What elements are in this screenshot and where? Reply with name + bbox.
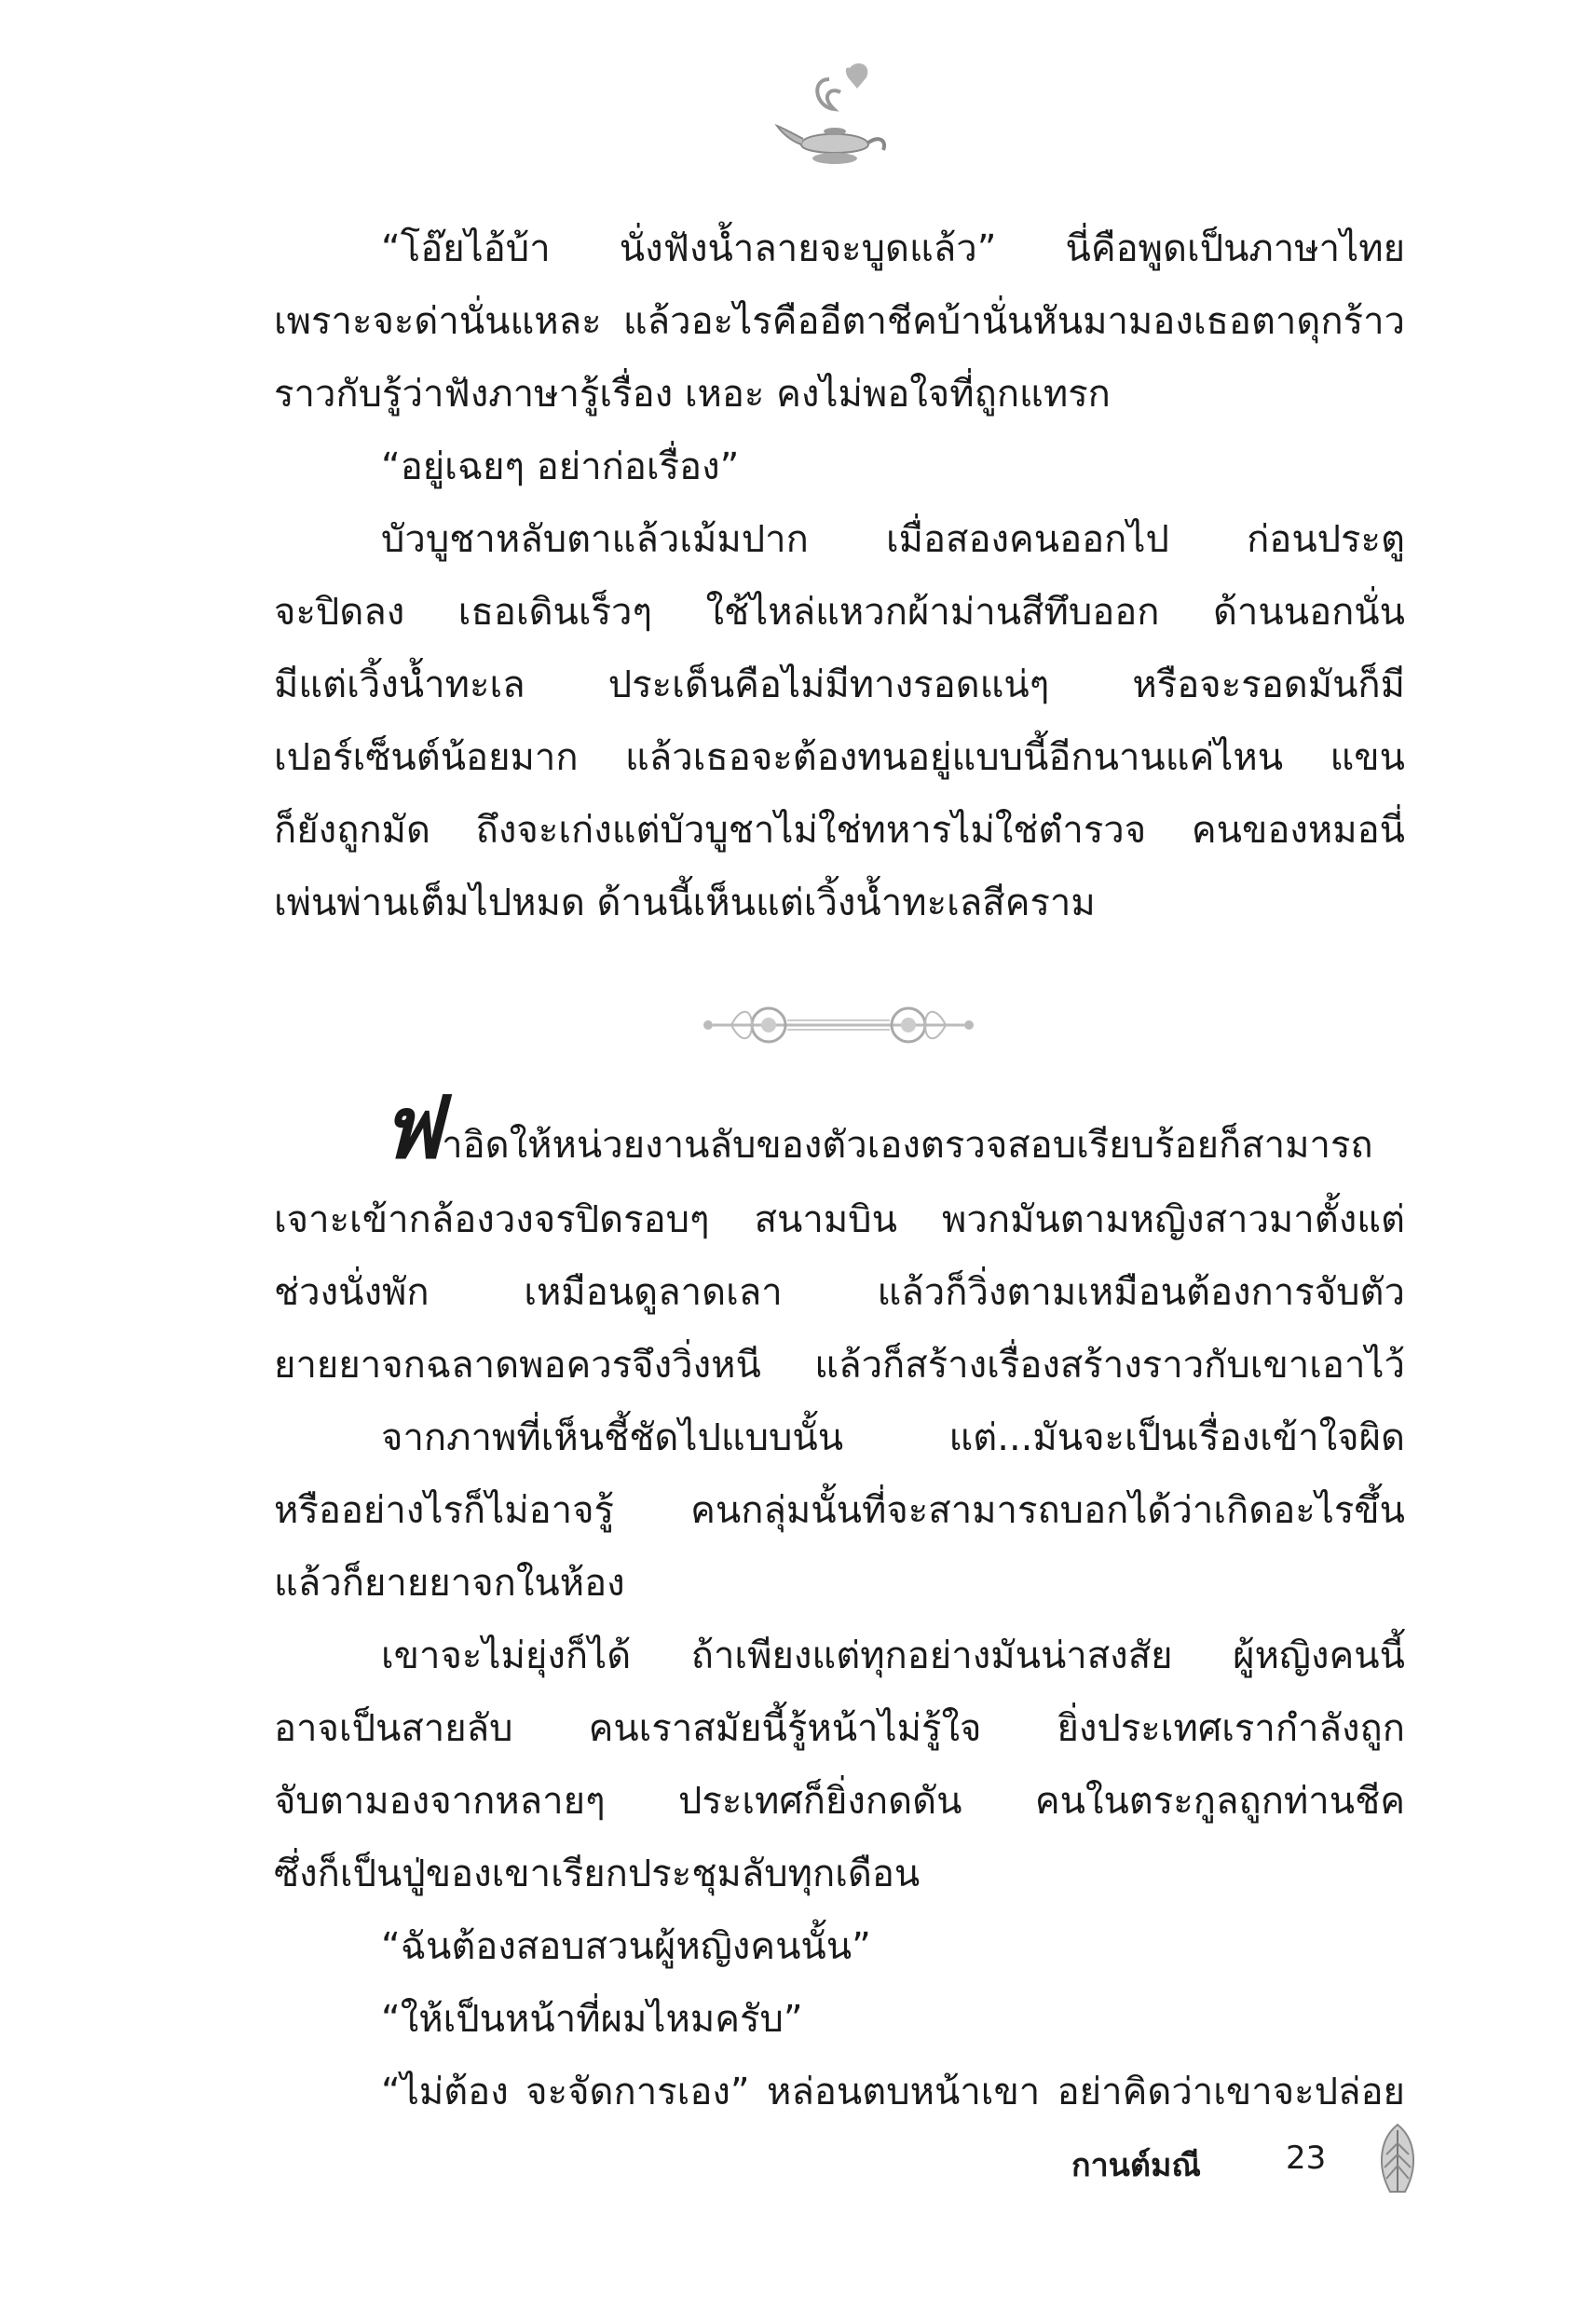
paragraph-line: จะปิดลง เธอเดินเร็วๆ ใช้ไหล่แหวกผ้าม่านสีทึบออก ด้านนอกนั่น	[274, 591, 1405, 634]
dropcap-letter: ฟ	[381, 1077, 443, 1178]
section-one	[274, 212, 1405, 939]
book-title: กานต์มณี	[1071, 2147, 1201, 2184]
paragraph-line: ราวกับรู้ว่าฟังภาษารู้เรื่อง เหอะ คงไม่พอใจที่ถูกแทรก	[274, 373, 1111, 416]
paragraph-line: “ฉันต้องสอบสวนผู้หญิงคนนั้น”	[381, 1925, 871, 1968]
paragraph-line: แล้วก็ยายยาจกในห้อง	[274, 1562, 625, 1605]
paragraph-line: เปอร์เซ็นต์น้อยมาก แล้วเธอจะต้องทนอยู่แบบนี้อีกนานแค่ไหน แขน	[274, 736, 1405, 779]
ornamental-divider	[694, 988, 983, 1062]
paragraph-line: จากภาพที่เห็นชี้ชัดไปแบบนั้น แต่...มันจะเป็นเรื่องเข้าใจผิด	[381, 1416, 1405, 1459]
paragraph-line: เพ่นพ่านเต็มไปหมด ด้านนี้เห็นแต่เวิ้งน้ำทะเลสีคราม	[274, 882, 1096, 924]
paragraph-line: ยายยาจกฉลาดพอควรจึงวิ่งหนี แล้วก็สร้างเรื่องสร้างราวกับเขาเอาไว้	[274, 1344, 1405, 1387]
paragraph-line: “โอ๊ยไอ้บ้า นั่งฟังน้ำลายจะบูดแล้ว” นี่คือพูดเป็นภาษาไทย	[381, 227, 1405, 270]
dropcap-line-text: าอิดให้หน่วยงานลับของตัวเองตรวจสอบเรียบร้อยก็สามารถ	[442, 1124, 1373, 1167]
paragraph-line: อาจเป็นสายลับ คนเราสมัยนี้รู้หน้าไม่รู้ใจ ยิ่งประเทศเรากำลังถูก	[274, 1707, 1405, 1750]
section-two	[274, 1072, 1405, 2128]
genie-lamp-icon	[764, 51, 904, 191]
paragraph-line: เพราะจะด่านั่นแหละ แล้วอะไรคืออีตาชีคบ้านั่นหันมามองเธอตาดุกร้าว	[274, 300, 1405, 343]
paragraph-line: “ไม่ต้อง จะจัดการเอง” หล่อนตบหน้าเขา อย่าคิดว่าเขาจะปล่อย	[381, 2071, 1405, 2113]
paragraph-line: มีแต่เวิ้งน้ำทะเล ประเด็นคือไม่มีทางรอดแน่ๆ หรือจะรอดมันก็มี	[274, 663, 1405, 706]
paragraph-line: บัวบูชาหลับตาแล้วเม้มปาก เมื่อสองคนออกไป ก่อนประตู	[381, 518, 1405, 561]
paragraph-line: เขาจะไม่ยุ่งก็ได้ ถ้าเพียงแต่ทุกอย่างมันน่าสงสัย ผู้หญิงคนนี้	[381, 1634, 1405, 1677]
paragraph-line: ช่วงนั่งพัก เหมือนดูลาดเลา แล้วก็วิ่งตามเหมือนต้องการจับตัว	[274, 1271, 1405, 1314]
paragraph-line: ซึ่งก็เป็นปู่ของเขาเรียกประชุมลับทุกเดือน	[274, 1853, 921, 1895]
feather-ornament-icon	[1370, 2121, 1425, 2195]
paragraph-line: “ให้เป็นหน้าที่ผมไหมครับ”	[381, 1998, 803, 2041]
paragraph-line: หรืออย่างไรก็ไม่อาจรู้ คนกลุ่มนั้นที่จะสามารถบอกได้ว่าเกิดอะไรขึ้น	[274, 1489, 1405, 1532]
paragraph-line: เจาะเข้ากล้องวงจรปิดรอบๆ สนามบิน พวกมันตามหญิงสาวมาตั้งแต่	[274, 1198, 1405, 1241]
page-number: 23	[1286, 2140, 1327, 2177]
paragraph-line: จับตามองจากหลายๆ ประเทศก็ยิ่งกดดัน คนในตระกูลถูกท่านชีค	[274, 1780, 1405, 1823]
paragraph-line: ก็ยังถูกมัด ถึงจะเก่งแต่บัวบูชาไม่ใช่ทหารไม่ใช่ตำรวจ คนของหมอนี่	[274, 809, 1405, 852]
dropcap-line	[274, 1072, 1405, 1183]
paragraph-line: “อยู่เฉยๆ อย่าก่อเรื่อง”	[381, 445, 740, 488]
